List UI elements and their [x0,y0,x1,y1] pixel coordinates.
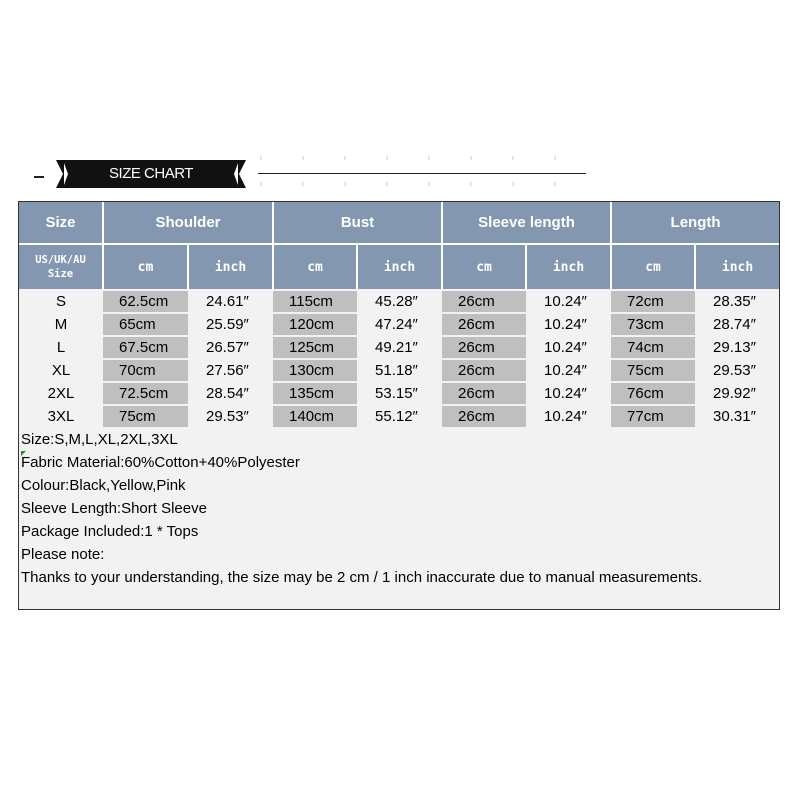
bust-inch-cell: 55.12″ [357,405,442,427]
length-cm-cell: 74cm [611,336,695,359]
length-inch-cell: 29.92″ [695,382,779,405]
col-header-sleeve-length: Sleeve length [442,202,611,244]
length-cm-cell: 75cm [611,359,695,382]
size-chart-panel [18,201,780,610]
shoulder-inch-cell: 24.61″ [188,290,273,313]
length-inch-cell: 30.31″ [695,405,779,427]
col-header-length: Length [611,202,779,244]
length-cm-cell: 76cm [611,382,695,405]
header-rule-line [258,173,586,174]
size-region-label [19,244,103,290]
note-colour: Colour:Black,Yellow,Pink [21,477,186,494]
table-unit-header [19,244,779,290]
bust-cm-cell: 120cm [273,313,357,336]
table-row [19,405,779,427]
size-region-line1: US/UK/AU [35,254,86,266]
bust-inch-cell: 51.18″ [357,359,442,382]
shoulder-cm-cell: 67.5cm [103,336,188,359]
length-inch-cell: 28.74″ [695,313,779,336]
shoulder-inch-cell: 28.54″ [188,382,273,405]
unit-inch: inch [526,244,611,290]
unit-cm: cm [103,244,188,290]
shoulder-cm-cell: 72.5cm [103,382,188,405]
shoulder-inch-cell: 29.53″ [188,405,273,427]
shoulder-cm-cell: 62.5cm [103,290,188,313]
size-cell: 2XL [19,382,103,405]
unit-cm: cm [611,244,695,290]
bust-inch-cell: 49.21″ [357,336,442,359]
sleeve-inch-cell: 10.24″ [526,290,611,313]
table-row [19,382,779,405]
bust-cm-cell: 125cm [273,336,357,359]
col-header-bust: Bust [273,202,442,244]
shoulder-cm-cell: 65cm [103,313,188,336]
note-sleeve-length: Sleeve Length:Short Sleeve [21,500,207,517]
sleeve-inch-cell: 10.24″ [526,336,611,359]
bust-inch-cell: 53.15″ [357,382,442,405]
sleeve-cm-cell: 26cm [442,336,526,359]
length-inch-cell: 28.35″ [695,290,779,313]
unit-cm: cm [273,244,357,290]
note-sizes: Size:S,M,L,XL,2XL,3XL [21,431,178,448]
table-row [19,359,779,382]
bust-cm-cell: 115cm [273,290,357,313]
col-header-size: Size [19,202,103,244]
bust-inch-cell: 47.24″ [357,313,442,336]
size-region-line2: Size [47,268,74,280]
note-fabric: Fabric Material:60%Cotton+40%Polyester [21,454,300,471]
table-row [19,336,779,359]
product-notes [21,428,777,589]
shoulder-inch-cell: 25.59″ [188,313,273,336]
shoulder-cm-cell: 75cm [103,405,188,427]
sleeve-cm-cell: 26cm [442,359,526,382]
bust-cm-cell: 135cm [273,382,357,405]
size-table [19,202,779,427]
shoulder-cm-cell: 70cm [103,359,188,382]
sleeve-cm-cell: 26cm [442,405,526,427]
unit-inch: inch [188,244,273,290]
bust-cm-cell: 130cm [273,359,357,382]
sleeve-cm-cell: 26cm [442,313,526,336]
shoulder-inch-cell: 27.56″ [188,359,273,382]
table-group-header [19,202,779,244]
unit-cm: cm [442,244,526,290]
length-cm-cell: 77cm [611,405,695,427]
table-row [19,290,779,313]
length-inch-cell: 29.53″ [695,359,779,382]
length-cm-cell: 73cm [611,313,695,336]
header-tick-marks [259,156,589,186]
col-header-shoulder: Shoulder [103,202,273,244]
sleeve-inch-cell: 10.24″ [526,382,611,405]
unit-inch: inch [357,244,442,290]
size-cell: 3XL [19,405,103,427]
note-disclaimer: Thanks to your understanding, the size may be 2 cm / 1 inch inaccurate due to manual measurements. [21,569,703,586]
table-row [19,313,779,336]
size-cell: M [19,313,103,336]
bust-cm-cell: 140cm [273,405,357,427]
size-chart-banner [56,160,246,188]
shoulder-inch-cell: 26.57″ [188,336,273,359]
note-please-note: Please note: [21,546,105,563]
header-left-dash [34,176,44,178]
length-inch-cell: 29.13″ [695,336,779,359]
sleeve-inch-cell: 10.24″ [526,405,611,427]
sleeve-cm-cell: 26cm [442,382,526,405]
unit-inch: inch [695,244,779,290]
length-cm-cell: 72cm [611,290,695,313]
banner-title: SIZE CHART [109,165,193,182]
sleeve-inch-cell: 10.24″ [526,359,611,382]
size-cell: L [19,336,103,359]
bust-inch-cell: 45.28″ [357,290,442,313]
size-cell: S [19,290,103,313]
note-package: Package Included:1 * Tops [21,523,199,540]
sleeve-cm-cell: 26cm [442,290,526,313]
sleeve-inch-cell: 10.24″ [526,313,611,336]
size-cell: XL [19,359,103,382]
